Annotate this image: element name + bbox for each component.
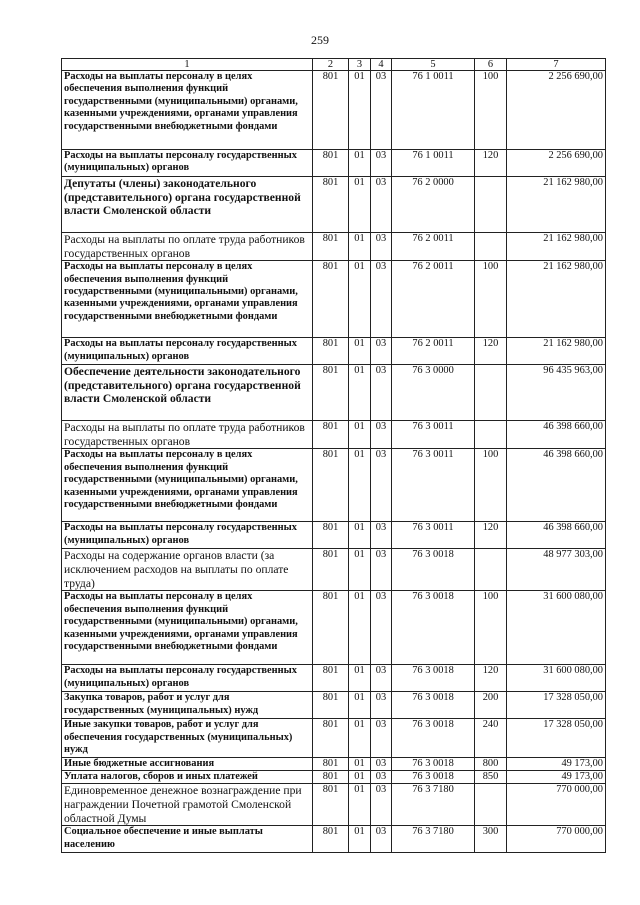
- row-admin-code-cell: 801: [313, 591, 349, 665]
- row-expense-type-cell: 120: [475, 522, 507, 549]
- row-target-article-cell: 76 3 0018: [392, 771, 475, 784]
- table-row: [62, 233, 606, 261]
- row-admin-code-cell: 801: [313, 771, 349, 784]
- row-expense-type-cell: 800: [475, 757, 507, 770]
- table-row: [62, 261, 606, 338]
- row-expense-type-cell: 120: [475, 338, 507, 365]
- row-expense-type-cell: 240: [475, 719, 507, 757]
- row-amount-cell: 21 162 980,00: [507, 261, 606, 338]
- row-subsection-cell: 03: [371, 522, 392, 549]
- row-section-cell: 01: [349, 522, 371, 549]
- row-subsection-cell: 03: [371, 591, 392, 665]
- row-subsection-cell: 03: [371, 784, 392, 826]
- table-row: [62, 591, 606, 665]
- table-row: [62, 549, 606, 591]
- row-target-article-cell: 76 2 0011: [392, 233, 475, 261]
- row-target-article-cell: 76 3 0011: [392, 449, 475, 522]
- row-section-cell: 01: [349, 421, 371, 449]
- row-section-cell: 01: [349, 449, 371, 522]
- row-target-article-cell: 76 3 0018: [392, 757, 475, 770]
- row-expense-type-cell: 100: [475, 261, 507, 338]
- row-admin-code-cell: 801: [313, 177, 349, 233]
- row-name-cell: Обеспечение деятельности законодательного (представительного) органа государственной власти Смоленской области: [62, 365, 313, 421]
- row-subsection-cell: 03: [371, 549, 392, 591]
- row-expense-type-cell: [475, 421, 507, 449]
- table-row: [62, 177, 606, 233]
- row-expense-type-cell: [475, 365, 507, 421]
- row-name-cell: Расходы на выплаты персоналу в целях обеспечения выполнения функций государственными (муниципальными) органами, казенными учреждениями, органами управления государственными внебюджетными фондами: [62, 449, 313, 522]
- row-section-cell: 01: [349, 692, 371, 719]
- row-expense-type-cell: [475, 233, 507, 261]
- row-amount-cell: 46 398 660,00: [507, 522, 606, 549]
- row-section-cell: 01: [349, 365, 371, 421]
- row-expense-type-cell: 120: [475, 150, 507, 177]
- row-target-article-cell: 76 3 0011: [392, 421, 475, 449]
- row-section-cell: 01: [349, 71, 371, 150]
- row-expense-type-cell: 100: [475, 591, 507, 665]
- row-admin-code-cell: 801: [313, 549, 349, 591]
- row-name-cell: Расходы на выплаты персоналу государственных (муниципальных) органов: [62, 522, 313, 549]
- row-admin-code-cell: 801: [313, 665, 349, 692]
- row-subsection-cell: 03: [371, 338, 392, 365]
- table-row: [62, 771, 606, 784]
- row-name-cell: Расходы на выплаты персоналу государственных (муниципальных) органов: [62, 338, 313, 365]
- row-amount-cell: 21 162 980,00: [507, 338, 606, 365]
- row-admin-code-cell: 801: [313, 449, 349, 522]
- row-amount-cell: 46 398 660,00: [507, 421, 606, 449]
- row-target-article-cell: 76 3 0018: [392, 719, 475, 757]
- row-target-article-cell: 76 3 7180: [392, 784, 475, 826]
- row-target-article-cell: 76 2 0011: [392, 261, 475, 338]
- row-admin-code-cell: 801: [313, 421, 349, 449]
- header-cell-5: 5: [392, 59, 475, 71]
- row-name-cell: Закупка товаров, работ и услуг для государственных (муниципальных) нужд: [62, 692, 313, 719]
- table-row: [62, 719, 606, 757]
- header-cell-3: 3: [349, 59, 371, 71]
- row-expense-type-cell: [475, 177, 507, 233]
- row-name-cell: Уплата налогов, сборов и иных платежей: [62, 771, 313, 784]
- row-section-cell: 01: [349, 719, 371, 757]
- row-admin-code-cell: 801: [313, 826, 349, 853]
- table-row: [62, 71, 606, 150]
- row-section-cell: 01: [349, 233, 371, 261]
- row-amount-cell: 17 328 050,00: [507, 719, 606, 757]
- row-expense-type-cell: [475, 549, 507, 591]
- row-admin-code-cell: 801: [313, 784, 349, 826]
- header-cell-2: 2: [313, 59, 349, 71]
- row-expense-type-cell: 300: [475, 826, 507, 853]
- row-name-cell: Социальное обеспечение и иные выплаты населению: [62, 826, 313, 853]
- table-row: [62, 421, 606, 449]
- table-row: [62, 338, 606, 365]
- table-row: [62, 757, 606, 770]
- row-expense-type-cell: 850: [475, 771, 507, 784]
- row-section-cell: 01: [349, 177, 371, 233]
- row-amount-cell: 49 173,00: [507, 757, 606, 770]
- row-admin-code-cell: 801: [313, 338, 349, 365]
- row-subsection-cell: 03: [371, 421, 392, 449]
- row-subsection-cell: 03: [371, 826, 392, 853]
- row-amount-cell: 2 256 690,00: [507, 71, 606, 150]
- row-target-article-cell: 76 2 0000: [392, 177, 475, 233]
- row-amount-cell: 31 600 080,00: [507, 665, 606, 692]
- row-amount-cell: 31 600 080,00: [507, 591, 606, 665]
- row-subsection-cell: 03: [371, 757, 392, 770]
- row-subsection-cell: 03: [371, 449, 392, 522]
- row-section-cell: 01: [349, 591, 371, 665]
- row-target-article-cell: 76 1 0011: [392, 71, 475, 150]
- row-section-cell: 01: [349, 338, 371, 365]
- row-name-cell: Иные закупки товаров, работ и услуг для обеспечения государственных (муниципальных) нужд: [62, 719, 313, 757]
- row-expense-type-cell: 100: [475, 71, 507, 150]
- header-cell-1: 1: [62, 59, 313, 71]
- row-admin-code-cell: 801: [313, 522, 349, 549]
- row-target-article-cell: 76 3 0018: [392, 692, 475, 719]
- table-row: [62, 365, 606, 421]
- table-header-row: [62, 59, 606, 71]
- table-row: [62, 826, 606, 853]
- row-subsection-cell: 03: [371, 771, 392, 784]
- row-admin-code-cell: 801: [313, 719, 349, 757]
- row-amount-cell: 770 000,00: [507, 826, 606, 853]
- table-row: [62, 522, 606, 549]
- table-row: [62, 665, 606, 692]
- row-section-cell: 01: [349, 150, 371, 177]
- row-name-cell: Расходы на выплаты по оплате труда работников государственных органов: [62, 233, 313, 261]
- row-admin-code-cell: 801: [313, 261, 349, 338]
- row-expense-type-cell: 120: [475, 665, 507, 692]
- row-name-cell: Иные бюджетные ассигнования: [62, 757, 313, 770]
- row-name-cell: Расходы на выплаты персоналу в целях обеспечения выполнения функций государственными (муниципальными) органами, казенными учреждениями, органами управления государственными внебюджетными фондами: [62, 591, 313, 665]
- row-section-cell: 01: [349, 771, 371, 784]
- row-amount-cell: 21 162 980,00: [507, 233, 606, 261]
- row-subsection-cell: 03: [371, 150, 392, 177]
- row-target-article-cell: 76 2 0011: [392, 338, 475, 365]
- table-row: [62, 784, 606, 826]
- row-subsection-cell: 03: [371, 365, 392, 421]
- row-target-article-cell: 76 1 0011: [392, 150, 475, 177]
- row-section-cell: 01: [349, 784, 371, 826]
- row-subsection-cell: 03: [371, 71, 392, 150]
- header-cell-4: 4: [371, 59, 392, 71]
- row-target-article-cell: 76 3 0018: [392, 549, 475, 591]
- row-name-cell: Единовременное денежное вознаграждение при награждении Почетной грамотой Смоленской областной Думы: [62, 784, 313, 826]
- row-admin-code-cell: 801: [313, 365, 349, 421]
- row-amount-cell: 46 398 660,00: [507, 449, 606, 522]
- row-name-cell: Депутаты (члены) законодательного (представительного) органа государственной власти Смоленской области: [62, 177, 313, 233]
- row-admin-code-cell: 801: [313, 150, 349, 177]
- row-admin-code-cell: 801: [313, 692, 349, 719]
- header-cell-7: 7: [507, 59, 606, 71]
- row-subsection-cell: 03: [371, 665, 392, 692]
- row-target-article-cell: 76 3 0018: [392, 591, 475, 665]
- row-section-cell: 01: [349, 665, 371, 692]
- row-section-cell: 01: [349, 549, 371, 591]
- row-admin-code-cell: 801: [313, 71, 349, 150]
- table-row: [62, 449, 606, 522]
- row-target-article-cell: 76 3 0011: [392, 522, 475, 549]
- row-admin-code-cell: 801: [313, 233, 349, 261]
- row-admin-code-cell: 801: [313, 757, 349, 770]
- row-amount-cell: 21 162 980,00: [507, 177, 606, 233]
- row-amount-cell: 48 977 303,00: [507, 549, 606, 591]
- budget-table: [61, 58, 606, 853]
- row-name-cell: Расходы на содержание органов власти (за исключением расходов на выплаты по оплате труда): [62, 549, 313, 591]
- header-cell-6: 6: [475, 59, 507, 71]
- row-target-article-cell: 76 3 0000: [392, 365, 475, 421]
- table-row: [62, 150, 606, 177]
- row-expense-type-cell: 200: [475, 692, 507, 719]
- row-subsection-cell: 03: [371, 261, 392, 338]
- row-subsection-cell: 03: [371, 719, 392, 757]
- row-amount-cell: 770 000,00: [507, 784, 606, 826]
- row-section-cell: 01: [349, 826, 371, 853]
- page-number: 259: [311, 33, 329, 47]
- table-row: [62, 692, 606, 719]
- row-section-cell: 01: [349, 261, 371, 338]
- row-subsection-cell: 03: [371, 233, 392, 261]
- row-name-cell: Расходы на выплаты персоналу государственных (муниципальных) органов: [62, 665, 313, 692]
- row-name-cell: Расходы на выплаты по оплате труда работников государственных органов: [62, 421, 313, 449]
- row-target-article-cell: 76 3 0018: [392, 665, 475, 692]
- row-subsection-cell: 03: [371, 692, 392, 719]
- row-amount-cell: 2 256 690,00: [507, 150, 606, 177]
- row-target-article-cell: 76 3 7180: [392, 826, 475, 853]
- row-name-cell: Расходы на выплаты персоналу государственных (муниципальных) органов: [62, 150, 313, 177]
- row-amount-cell: 17 328 050,00: [507, 692, 606, 719]
- row-expense-type-cell: 100: [475, 449, 507, 522]
- row-expense-type-cell: [475, 784, 507, 826]
- row-amount-cell: 49 173,00: [507, 771, 606, 784]
- row-subsection-cell: 03: [371, 177, 392, 233]
- row-name-cell: Расходы на выплаты персоналу в целях обеспечения выполнения функций государственными (муниципальными) органами, казенными учреждениями, органами управления государственными внебюджетными фондами: [62, 71, 313, 150]
- row-name-cell: Расходы на выплаты персоналу в целях обеспечения выполнения функций государственными (муниципальными) органами, казенными учреждениями, органами управления государственными внебюджетными фондами: [62, 261, 313, 338]
- row-section-cell: 01: [349, 757, 371, 770]
- row-amount-cell: 96 435 963,00: [507, 365, 606, 421]
